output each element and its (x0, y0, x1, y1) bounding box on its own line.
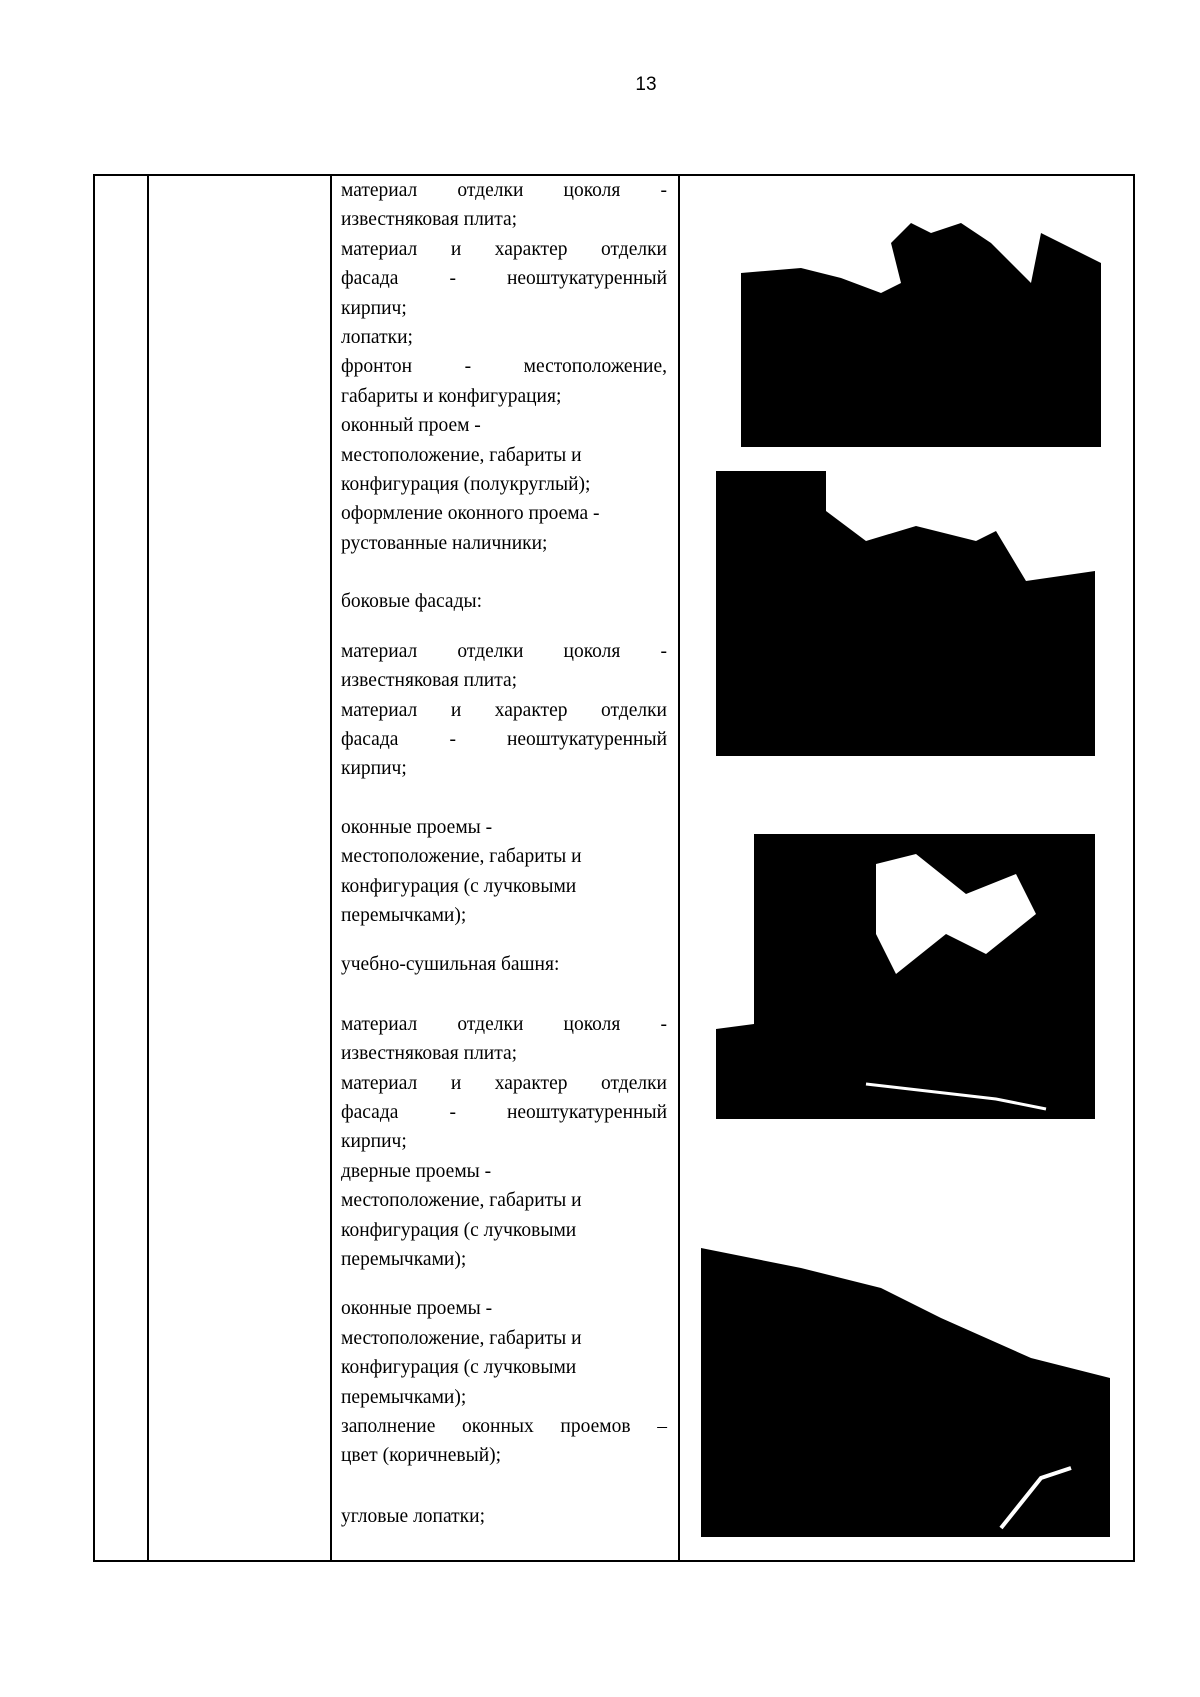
text-line: кирпич; (341, 297, 407, 319)
text-line: рустованные наличники; (341, 532, 548, 554)
text-line: угловые лопатки; (341, 1505, 485, 1527)
text-line: перемычками); (341, 1249, 467, 1270)
page-number: 13 (635, 74, 657, 95)
text-line: оконные проемы - (341, 1298, 493, 1320)
text-line: лопатки; (341, 327, 413, 349)
text-line: дверные проемы - (341, 1160, 492, 1182)
text-block (341, 1010, 667, 1275)
text-line: учебно-сушильная башня: (341, 954, 560, 976)
text-line: материал отделки цоколя - (341, 640, 667, 662)
column-divider (678, 174, 680, 1562)
facade-photo (716, 471, 1095, 756)
table-border-right (1133, 174, 1135, 1562)
text-line: заполнение оконных проемов – (341, 1416, 667, 1438)
text-line: местоположение, габариты и (341, 1327, 582, 1349)
text-block (341, 1502, 667, 1531)
text-line: фасада - неоштукатуренный (341, 728, 667, 750)
text-line: фасада - неоштукатуренный (341, 1101, 667, 1123)
text-line: материал и характер отделки (341, 1072, 667, 1094)
text-block (341, 637, 667, 784)
text-line: фронтон - местоположение, (341, 356, 667, 378)
text-block (341, 587, 667, 616)
facade-photo (701, 1248, 1110, 1537)
column-divider (147, 174, 149, 1562)
tower-photo (716, 834, 1095, 1119)
text-line: местоположение, габариты и (341, 444, 582, 466)
text-line: габариты и конфигурация; (341, 385, 562, 407)
text-line: оконные проемы - (341, 816, 493, 838)
text-line: перемычками); (341, 1386, 467, 1408)
text-line: конфигурация (с лучковыми (341, 875, 577, 897)
text-line: фасада - неоштукатуренный (341, 268, 667, 290)
text-line: конфигурация (с лучковыми (341, 1219, 577, 1241)
text-line: материал и характер отделки (341, 238, 667, 260)
text-line: боковые фасады: (341, 591, 483, 613)
text-line: местоположение, габариты и (341, 1190, 582, 1212)
column-divider (330, 174, 332, 1562)
text-line: известняковая плита; (341, 209, 518, 231)
text-line: перемычками); (341, 904, 467, 926)
text-line: конфигурация (полукруглый); (341, 474, 591, 496)
text-block (341, 176, 667, 558)
text-line: местоположение, габариты и (341, 846, 582, 868)
text-block (341, 1294, 667, 1470)
text-line: известняковая плита; (341, 670, 518, 692)
text-line: оформление оконного проема - (341, 503, 600, 525)
description-cell (341, 176, 667, 1531)
text-line: конфигурация (с лучковыми (341, 1357, 577, 1379)
text-line: кирпич; (341, 1131, 407, 1153)
text-line: кирпич; (341, 758, 407, 780)
text-line: оконный проем - (341, 415, 481, 437)
text-line: цвет (коричневый); (341, 1445, 502, 1467)
text-line: известняковая плита; (341, 1043, 518, 1065)
text-line: материал и характер отделки (341, 699, 667, 721)
table-border-left (93, 174, 95, 1562)
text-block (341, 950, 667, 979)
text-line: материал отделки цоколя - (341, 1013, 667, 1035)
facade-photo (741, 223, 1101, 447)
table-bottom-border (93, 1560, 1135, 1562)
text-line: материал отделки цоколя - (341, 180, 667, 201)
text-block (341, 813, 667, 931)
